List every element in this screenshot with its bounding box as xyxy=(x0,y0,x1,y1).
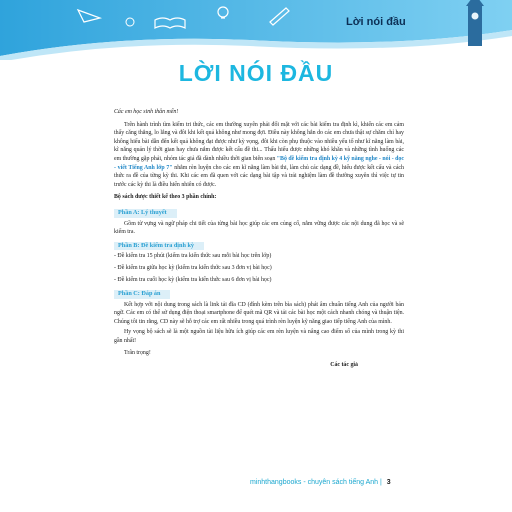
greeting: Các em học sinh thân mến! xyxy=(114,109,179,115)
footer-separator: | xyxy=(379,479,382,486)
page-number: 3 xyxy=(386,479,391,486)
page-footer xyxy=(250,479,391,486)
header-section-tag: Lời nói đầu xyxy=(346,16,406,28)
part-c-label: Phần C: Đáp án xyxy=(114,290,170,299)
part-a-label: Phần A: Lý thuyết xyxy=(114,209,177,218)
closing-paragraph: Hy vọng bộ sách sẽ là một nguồn tài liệu hữu ích giúp các em rèn luyện và nâng cao điểm số của mình trong kỳ thi gần nhất! xyxy=(114,329,404,345)
part-a-text: Gồm từ vựng và ngữ pháp chi tiết của từng bài học giúp các em củng cố, nắm vững được các nội dung đã học và sẽ kiểm tra. xyxy=(114,220,404,236)
intro-text: Trên hành trình tìm kiếm tri thức, các em thường xuyên phải đối mặt với các bài kiểm tra định kì, khiến các em cảm thấy căng thẳng, lo lắng và đôi khi kết quả không như mong đợi. Điều này không hẳn do các em chưa thật sự chăm chỉ hay không hiểu bài dẫn đến kết quả không đạt được như kỳ vọng, đôi khi còn phụ thuộc vào nhiều yếu tố như kĩ năng làm bài, kĩ năng quản lý thời gian hay chưa nắm được kết cấu đề thi... Thấu hiểu được những khó khăn và những tình huống các em thường gặp phải, nhóm tác giả đã dành nhiều thời gian biên soạn xyxy=(114,121,404,162)
page-title: LỜI NÓI ĐẦU xyxy=(178,60,334,86)
part-b-label: Phần B: Đề kiểm tra định kỳ xyxy=(114,242,204,251)
structure-heading: Bộ sách được thiết kế theo 3 phần chính: xyxy=(114,194,217,201)
big-ben-tower-icon xyxy=(466,0,484,46)
intro-text-end: nhằm rèn luyện cho các em kĩ năng làm bài thi, làm chủ các dạng đề, hiểu được kết cấu và cách thức ra đề của từng kỳ thi. Khi các em đã quen với các dạng bài tập và trải nghiệm làm đề thường xuyên thì việc tự tin trước các kỳ thi là điều hiển nhiên có được. xyxy=(114,164,404,188)
footer-publisher: minhthangbooks - chuyên sách tiếng Anh xyxy=(250,479,379,486)
author-signature: Các tác giả xyxy=(330,362,358,369)
preface-body xyxy=(114,108,404,370)
thanks-line: Trân trọng! xyxy=(124,349,151,356)
header-banner xyxy=(0,0,512,60)
part-b-item: - Đề kiểm tra giữa học kỳ (kiểm tra kiến thức sau 3 đơn vị bài học) xyxy=(114,264,272,271)
part-c-text: Kết hợp với nội dung trong sách là link tải đĩa CD (đính kèm trên bìa sách) phát âm chuẩn tiếng Anh của người bản ngữ. Các em có thể sử dụng điện thoại smartphone để quét mã QR và tải các bài học một cách nhanh chóng và thuận tiện. Chúng tôi tin rằng, CD này sẽ hỗ trợ các em rất nhiều trong quá trình rèn luyện kỹ năng giao tiếp tiếng Anh của mình. xyxy=(114,301,404,325)
intro-paragraph xyxy=(114,121,404,190)
part-b-item: - Đề kiểm tra cuối học kỳ (kiểm tra kiến thức sau 6 đơn vị bài học) xyxy=(114,276,272,283)
book-title: "Bộ đề kiểm tra định kỳ 4 kỹ năng nghe - nói - đọc - viết Tiếng Anh lớp 7" xyxy=(114,155,404,171)
part-b-item: - Đề kiểm tra 15 phút (kiểm tra kiến thức sau mỗi bài học trên lớp) xyxy=(114,253,272,260)
